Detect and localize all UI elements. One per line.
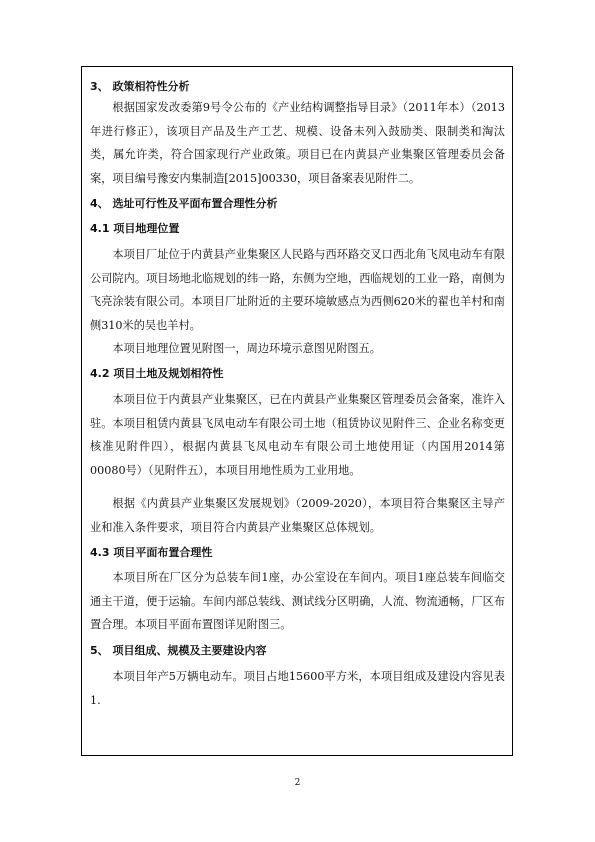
- section-5-heading: 5、 项目组成、规模及主要建设内容: [90, 644, 267, 657]
- section-4-1-heading: 4.1 项目地理位置: [90, 222, 180, 235]
- section-4-2-paragraph-2: 根据《内黄县产业集聚区发展规划》（2009-2020），本项目符合集聚区主导产业和准入条件要求，项目符合内黄县产业集聚区总体规划。: [90, 497, 505, 534]
- section-4-3-heading: 4.3 项目平面布置合理性: [90, 546, 213, 559]
- section-4-1-paragraph-1: 本项目厂址位于内黄县产业集聚区人民路与西环路交叉口西北角飞凤电动车有限公司院内。项目场地北临规划的纬一路，东侧为空地，西临规划的工业一路，南侧为飞亮涂装有限公司。本项目厂址附近的主要环境敏感点为西侧620米的翟也羊村和南侧310米的吴也羊村。: [90, 248, 505, 332]
- page-number: 2: [294, 778, 301, 788]
- section-4-heading: 4、 选址可行性及平面布置合理性分析: [90, 197, 278, 210]
- section-4-2-paragraph-1: 本项目位于内黄县产业集聚区，已在内黄县产业集聚区管理委员会备案，准许入驻。本项目租赁内黄县飞凤电动车有限公司土地（租赁协议见附件三、企业名称变更核准见附件四），根据内黄县飞凤电动车有限公司土地使用证（内国用2014第00080号）（见附件五），本项目用地性质为工业用地。: [90, 393, 505, 477]
- section-5-paragraph: 本项目年产5万辆电动车。项目占地15600平方米，本项目组成及建设内容见表1.: [90, 670, 505, 707]
- section-4-2-heading: 4.2 项目土地及规划相符性: [90, 367, 224, 380]
- section-3-paragraph: 根据国家发改委第9号令公布的《产业结构调整指导目录》（2011年本）（2013年进行修正），该项目产品及生产工艺、规模、设备未列入鼓励类、限制类和淘汰类，属允许类，符合国家现行产业政策。项目已在内黄县产业集聚区管理委员会备案，项目编号豫安内集制造[2015]00330，项目备案表见附件二。: [90, 101, 505, 185]
- section-4-1-paragraph-2: 本项目地理位置见附图一，周边环境示意图见附图五。: [112, 342, 381, 355]
- section-4-3-paragraph: 本项目所在厂区分为总装车间1座，办公室设在车间内。项目1座总装车间临交通主干道，便于运输。车间内部总装线、测试线分区明确，人流、物流通畅，厂区布置合理。本项目平面布置图详见附图三。: [90, 571, 505, 632]
- section-3-heading: 3、 政策相符性分析: [90, 80, 190, 93]
